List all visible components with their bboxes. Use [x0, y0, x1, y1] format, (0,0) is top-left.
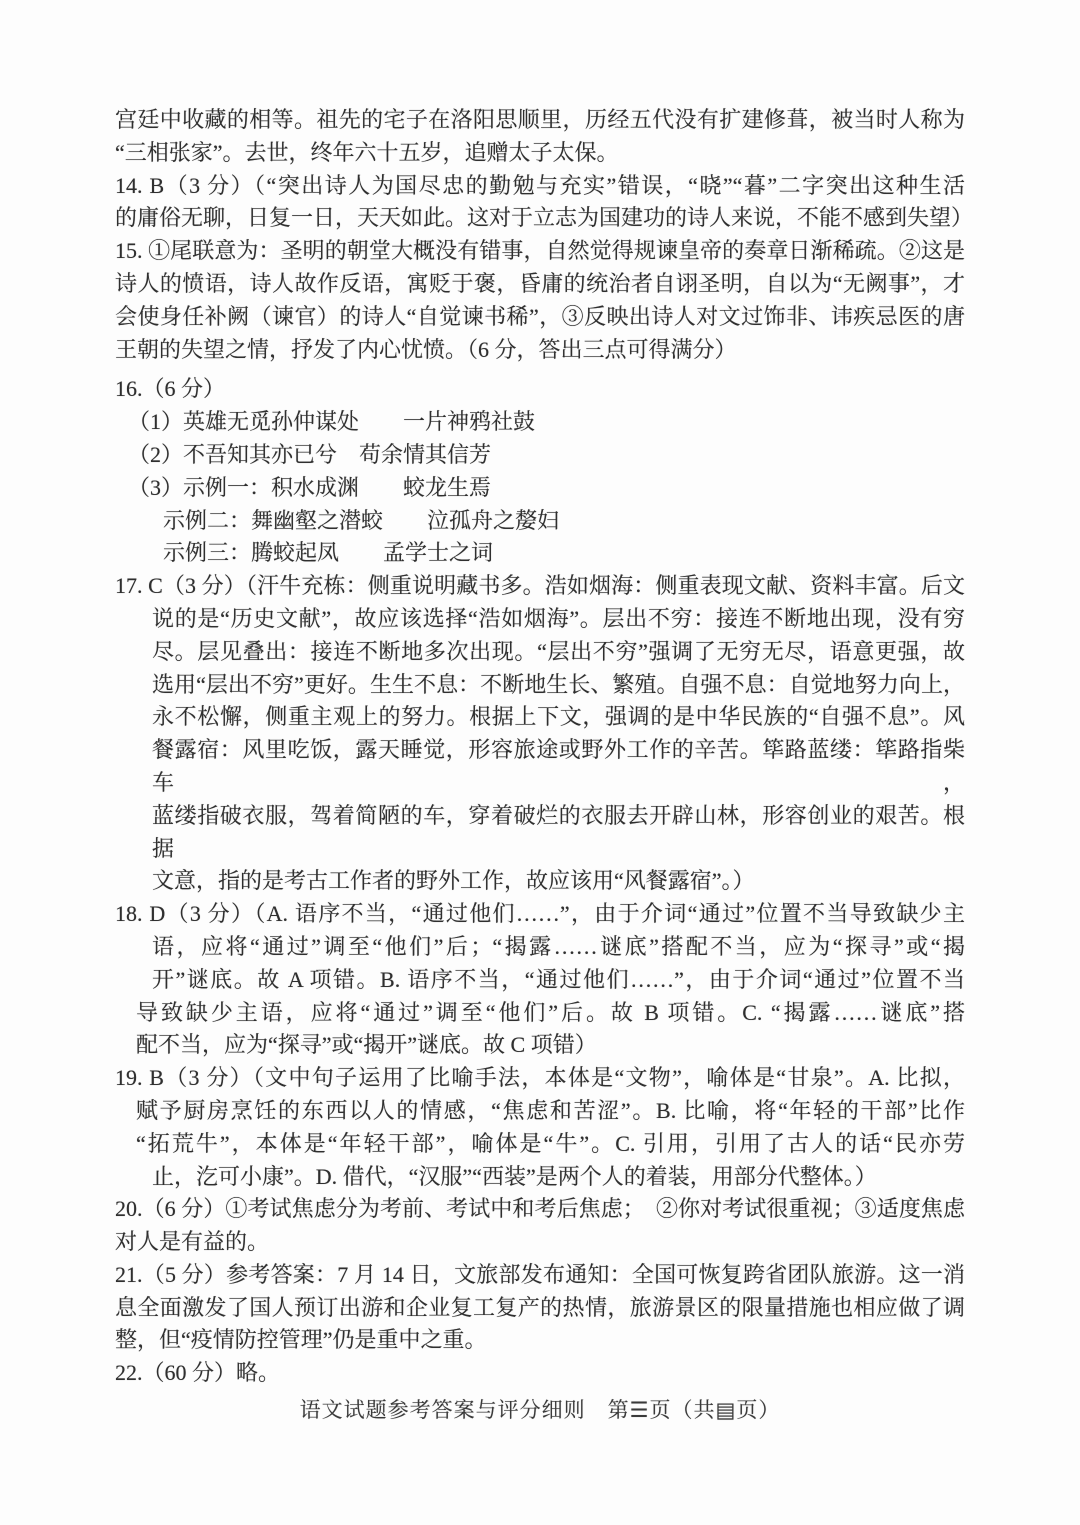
- page-footer: 语文试题参考答案与评分细则 第☰页（共▤页）: [299, 1398, 781, 1422]
- text-line: 说的是“历史文献”，故应该选择“浩如烟海”。层出不穷：接连不断地出现，没有穷: [152, 605, 965, 631]
- text-line: 永不松懈，侧重主观上的努力。根据上下文，强调的是中华民族的“自强不息”。风: [152, 704, 965, 730]
- text-line: 宫廷中收藏的相等。祖先的宅子在洛阳思顺里，历经五代没有扩建修葺，被当时人称为: [115, 107, 965, 132]
- text-line: 止，汔可小康”。D. 借代，“汉服”“西装”是两个人的着装，用部分代整体。）: [152, 1163, 877, 1189]
- text-line: “拓荒牛”，本体是“年轻干部”，喻体是“牛”。C. 引用，引用了古人的话“民亦劳: [136, 1130, 965, 1156]
- text-line: 整，但“疫情防控管理”仍是重中之重。: [115, 1327, 487, 1353]
- text-line: （3）示例一：积水成渊 蛟龙生焉: [128, 474, 492, 500]
- text-line: 蓝缕指破衣服，驾着简陋的车，穿着破烂的衣服去开辟山林，形容创业的艰苦。根据: [152, 802, 965, 861]
- text-line: 会使身任补阙（谏官）的诗人“自觉谏书稀”，③反映出诗人对文过饰非、讳疾忌医的唐: [115, 303, 965, 329]
- text-line: 语，应将“通过”调至“他们”后；“揭露……谜底”搭配不当，应为“探寻”或“揭: [152, 933, 965, 959]
- text-line: 14. B（3 分）（“突出诗人为国尽忠的勤勉与充实”错误，“晓”“暮”二字突出这种生活: [115, 172, 965, 198]
- text-line: 对人是有益的。: [115, 1229, 270, 1255]
- text-line: 22.（60 分）略。: [115, 1360, 281, 1386]
- text-line: “三相张家”。去世，终年六十五岁，追赠太子太保。: [115, 139, 619, 165]
- text-line: 17. C（3 分）（汗牛充栋：侧重说明藏书多。浩如烟海：侧重表现文献、资料丰富。后文: [115, 573, 965, 599]
- text-line: 21.（5 分）参考答案：7 月 14 日，文旅部发布通知：全国可恢复跨省团队旅游。这一消: [115, 1261, 965, 1287]
- text-line: 王朝的失望之情，抒发了内心忧愤。（6 分，答出三点可得满分）: [115, 336, 737, 362]
- text-line: 餐露宿：风里吃饭，露天睡觉，形容旅途或野外工作的辛苦。筚路蓝缕：筚路指柴车，: [152, 737, 965, 795]
- text-line: 息全面激发了国人预订出游和企业复工复产的热情，旅游景区的限量措施也相应做了调: [115, 1294, 965, 1320]
- text-line: 诗人的愤语，诗人故作反语，寓贬于褒，昏庸的统治者自诩圣明，自以为“无阙事”，才: [115, 270, 965, 296]
- text-line: 15. ①尾联意为：圣明的朝堂大概没有错事，自然觉得规谏皇帝的奏章日渐稀疏。②这是: [115, 238, 965, 264]
- text-line: 开”谜底。故 A 项错。B. 语序不当，“通过他们……”，由于介词“通过”位置不当: [152, 966, 965, 992]
- text-line: （2）不吾知其亦已兮 苟余情其信芳: [128, 441, 492, 467]
- text-line: 文意，指的是考古工作者的野外工作，故应该用“风餐露宿”。）: [152, 868, 755, 894]
- text-line: 赋予厨房烹饪的东西以人的情感，“焦虑和苦涩”。B. 比喻，将“年轻的干部”比作: [136, 1097, 965, 1123]
- text-line: （1）英雄无觅孙仲谋处 一片神鸦社鼓: [128, 409, 536, 435]
- text-line: 18. D（3 分）（A. 语序不当，“通过他们……”，由于介词“通过”位置不当导致缺少主: [115, 901, 965, 927]
- text-line: 16.（6 分）: [115, 376, 226, 402]
- text-line: 导致缺少主语，应将“通过”调至“他们”后。故 B 项错。C. “揭露……谜底”搭: [136, 999, 965, 1025]
- text-line: 选用“层出不穷”更好。生生不息：不断地生长、繁殖。自强不息：自觉地努力向上，: [152, 671, 965, 697]
- text-line: 配不当，应为“探寻”或“揭开”谜底。故 C 项错）: [136, 1032, 597, 1058]
- text-line: 20.（6 分）①考试焦虑分为考前、考试中和考后焦虑； ②你对考试很重视；③适度焦虑: [115, 1196, 965, 1222]
- text-line: 19. B（3 分）（文中句子运用了比喻手法，本体是“文物”，喻体是“甘泉”。A. 比拟，: [115, 1065, 965, 1091]
- text-line: 的庸俗无聊，日复一日，天天如此。这对于立志为国建功的诗人来说，不能不感到失望）: [115, 205, 974, 231]
- text-line: 示例二：舞幽壑之潜蛟 泣孤舟之嫠妇: [163, 507, 560, 533]
- answer-key-body: [115, 104, 974, 1390]
- text-line: 尽。层见叠出：接连不断地多次出现。“层出不穷”强调了无穷无尽，语意更强，故: [152, 638, 965, 664]
- text-line: 示例三：腾蛟起凤 孟学士之词: [163, 540, 494, 566]
